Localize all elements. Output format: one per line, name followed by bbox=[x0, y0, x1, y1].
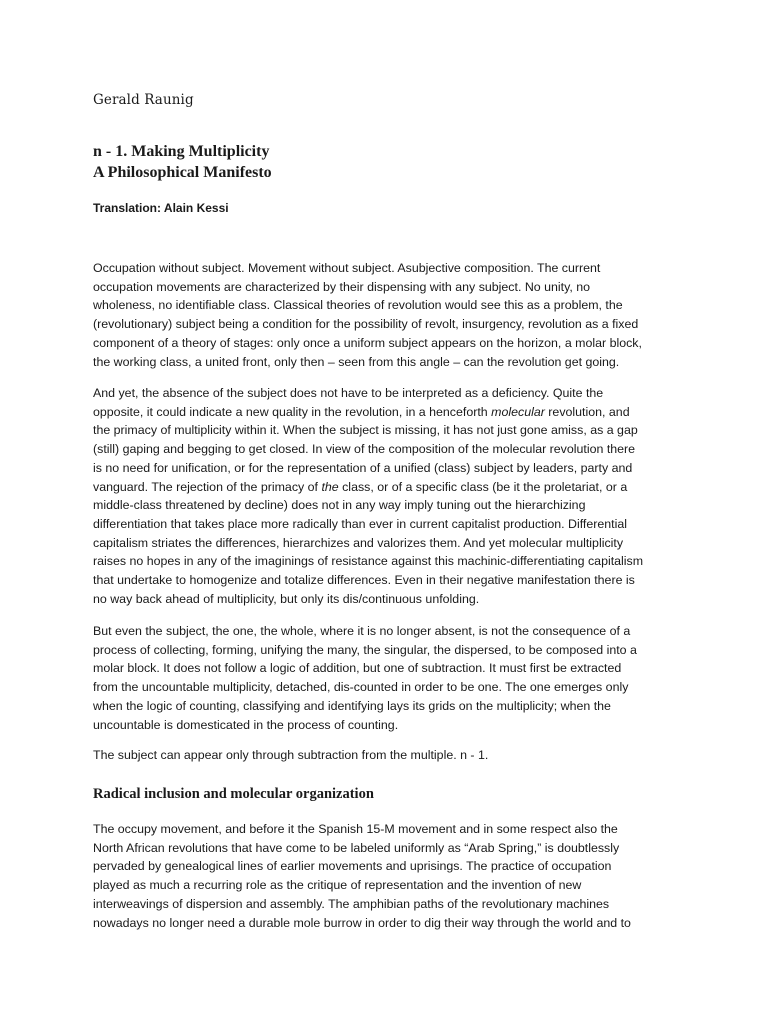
text-line: process of collecting, forming, unifying the many, the singular, the dispersed, to be composed into a bbox=[93, 642, 637, 657]
paragraph-5 bbox=[93, 820, 678, 932]
paragraph-1 bbox=[93, 259, 678, 371]
emphasis-the: the bbox=[321, 479, 339, 494]
text-line: middle-class threatened by decline) does not in any way imply tuning out the hierarchizing bbox=[93, 498, 586, 513]
text-line: uncountable is domesticated in the process of counting. bbox=[93, 717, 399, 732]
text-line: But even the subject, the one, the whole, where it is no longer absent, is not the consequence of a bbox=[93, 624, 631, 638]
text-line: is no need for unification, or for the representation of a unified (class) subject by leaders, party and bbox=[93, 460, 633, 475]
text-line: And yet, the absence of the subject does not have to be interpreted as a deficiency. Quite the bbox=[93, 386, 604, 400]
text-line: pervaded by genealogical lines of earlier movements and uprisings. The practice of occupation bbox=[93, 859, 612, 874]
text-run: vanguard. The rejection of the primacy of bbox=[93, 479, 322, 494]
text-run: revolution, and bbox=[544, 404, 630, 419]
title-line-1: n - 1. Making Multiplicity bbox=[93, 143, 270, 160]
text-line: raises no hopes in any of the imaginings of resistance against this machinic-differentiating capitalism bbox=[93, 554, 644, 569]
text-line: nowadays no longer need a durable mole burrow in order to dig their way through the world and to bbox=[93, 915, 631, 930]
paragraph-2 bbox=[93, 384, 678, 608]
text-line bbox=[93, 478, 678, 497]
paragraph-3 bbox=[93, 622, 678, 734]
text-line: from the uncountable multiplicity, detached, dis-counted in order to be one. The one emerges only bbox=[93, 680, 629, 695]
text-line: Occupation without subject. Movement without subject. Asubjective composition. The current bbox=[93, 261, 601, 275]
text-line: that undertake to homogenize and totalize differences. Even in their negative manifestation there is bbox=[93, 573, 635, 588]
text-line: The subject can appear only through subtraction from the multiple. n - 1. bbox=[93, 748, 489, 762]
text-line: component of a theory of stages: only once a uniform subject appears on the horizon, a molar block, bbox=[93, 335, 642, 350]
document-title bbox=[93, 141, 272, 183]
paragraph-4 bbox=[93, 746, 678, 765]
title-line-2: A Philosophical Manifesto bbox=[93, 164, 272, 181]
text-run: class, or of a specific class (be it the proletariat, or a bbox=[338, 479, 628, 494]
text-line: capitalism striates the differences, hierarchizes and valorizes them. And yet molecular multiplicity bbox=[93, 535, 624, 550]
text-line: no way back ahead of multiplicity, but only its dis/continuous unfolding. bbox=[93, 591, 480, 606]
text-line: interweavings of dispersion and assembly. The amphibian paths of the revolutionary machines bbox=[93, 896, 610, 911]
author-name: Gerald Raunig bbox=[93, 92, 194, 108]
section-heading: Radical inclusion and molecular organization bbox=[93, 786, 374, 802]
text-line bbox=[93, 403, 678, 422]
text-line: the working class, a united front, only then – seen from this angle – can the revolution get going. bbox=[93, 354, 620, 369]
text-line: the primacy of multiplicity within it. When the subject is missing, it has not just gone amiss, as a gap bbox=[93, 423, 638, 438]
text-line: North African revolutions that have come to be labeled uniformly as “Arab Spring,” is doubtlessly bbox=[93, 840, 620, 855]
text-line: molar block. It does not follow a logic of addition, but one of subtraction. It must first be extracted bbox=[93, 661, 622, 676]
text-line: when the logic of counting, classifying and identifying lays its grids on the multiplicity; when the bbox=[93, 698, 611, 713]
text-line: (still) gaping and begging to get closed. In view of the composition of the molecular revolution there bbox=[93, 442, 636, 457]
text-line: wholeness, no identifiable class. Classical theories of revolution would see this as a problem, the bbox=[93, 298, 623, 313]
text-line: differentiation that takes place more radically than ever in current capitalist production. Differential bbox=[93, 516, 628, 531]
emphasis-molecular: molecular bbox=[491, 404, 545, 419]
text-line: occupation movements are characterized by their dispensing with any subject. No unity, no bbox=[93, 279, 591, 294]
text-line: (revolutionary) subject being a condition for the possibility of revolt, insurgency, revolution as a fixed bbox=[93, 317, 639, 332]
translator-credit: Translation: Alain Kessi bbox=[93, 201, 229, 215]
text-line: played as much a recurring role as the critique of representation and the invention of new bbox=[93, 878, 582, 893]
text-run: opposite, it could indicate a new quality in the revolution, in a henceforth bbox=[93, 404, 492, 419]
text-line: The occupy movement, and before it the Spanish 15-M movement and in some respect also the bbox=[93, 822, 618, 836]
